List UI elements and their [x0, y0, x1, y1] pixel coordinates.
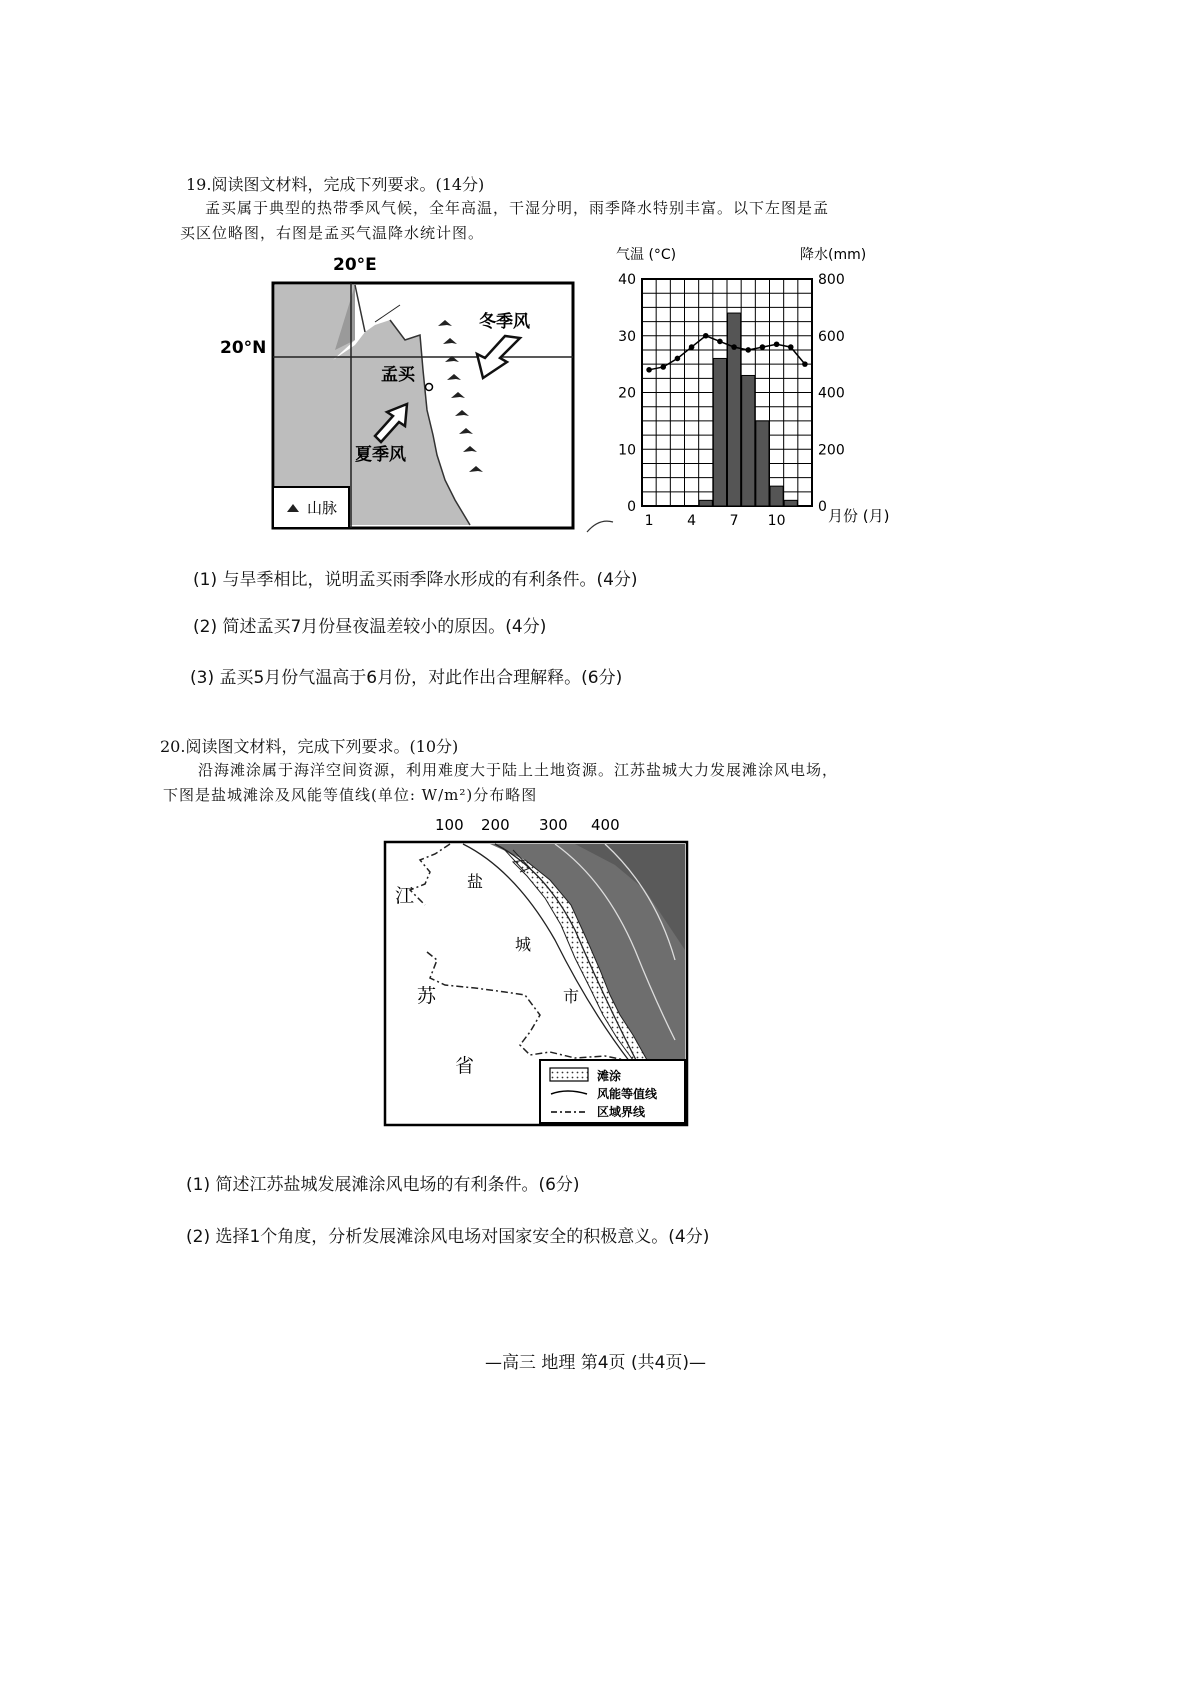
- latitude-label: 20°N: [220, 338, 267, 358]
- isoline-label-200: 200: [481, 816, 510, 834]
- x-tick-label: 1: [644, 513, 654, 529]
- temperature-point: [646, 367, 652, 373]
- temperature-point: [717, 339, 723, 345]
- q20-heading: 20.阅读图文材料，完成下列要求。(10分): [160, 737, 459, 756]
- temperature-point: [774, 341, 780, 347]
- label-shi: 市: [563, 987, 580, 1006]
- label-yan: 盐: [467, 872, 484, 891]
- yancheng-wind-map: [375, 810, 695, 1130]
- x-tick-label: 4: [687, 513, 697, 529]
- label-sheng: 省: [455, 1055, 475, 1077]
- right-axis-ticks: [818, 272, 845, 515]
- left-tick-label: 20: [618, 385, 636, 402]
- precipitation-bar: [713, 358, 726, 506]
- winter-monsoon-label: 冬季风: [479, 312, 530, 332]
- q19-paragraph-line1: 孟买属于典型的热带季风气候，全年高温，干湿分明，雨季降水特别丰富。以下左图是孟: [205, 199, 830, 217]
- q19-sub3: (3) 孟买5月份气温高于6月份，对此作出合理解释。(6分): [190, 668, 623, 688]
- left-tick-label: 30: [618, 328, 636, 345]
- right-tick-label: 600: [818, 328, 845, 345]
- city-mumbai-label: 孟买: [381, 365, 415, 385]
- right-tick-label: 800: [818, 272, 845, 288]
- q20-paragraph-line2: 下图是盐城滩涂及风能等值线(单位: W/m²)分布略图: [163, 786, 538, 804]
- legend-boundary-label: 区域界线: [597, 1105, 646, 1119]
- temperature-point: [760, 344, 766, 350]
- precipitation-bar: [756, 421, 769, 506]
- legend-tidal-swatch: [550, 1068, 588, 1081]
- left-axis-title: 气温 (°C): [616, 247, 677, 263]
- mumbai-location-map: [215, 250, 625, 540]
- q20-sub2: (2) 选择1个角度，分析发展滩涂风电场对国家安全的积极意义。(4分): [186, 1227, 710, 1247]
- left-axis-ticks: [618, 272, 636, 515]
- x-tick-label: 7: [729, 513, 739, 529]
- q20-paragraph-line1: 沿海滩涂属于海洋空间资源，利用难度大于陆上土地资源。江苏盐城大力发展滩涂风电场，: [198, 761, 839, 779]
- right-tick-label: 200: [818, 442, 845, 459]
- isoline-label-100: 100: [435, 816, 464, 834]
- right-axis-title: 降水(mm): [800, 247, 867, 263]
- temperature-point: [660, 364, 666, 370]
- x-axis-ticks: [645, 513, 786, 529]
- label-su: 苏: [417, 985, 437, 1007]
- legend-isoline-label: 风能等值线: [597, 1087, 658, 1101]
- right-tick-label: 0: [818, 499, 827, 515]
- q19-heading: 19.阅读图文材料，完成下列要求。(14分): [186, 175, 485, 194]
- temperature-point: [745, 347, 751, 353]
- temperature-point: [689, 344, 695, 350]
- precipitation-bar: [742, 375, 755, 506]
- page-footer: —高三 地理 第4页 (共4页)—: [484, 1353, 707, 1373]
- x-axis-title: 月份 (月): [828, 507, 890, 525]
- mumbai-climate-chart: [610, 242, 910, 542]
- label-jiang: 江: [395, 885, 415, 907]
- label-cheng: 城: [515, 935, 532, 954]
- precipitation-bar: [699, 500, 712, 506]
- q19-sub1: (1) 与旱季相比，说明孟买雨季降水形成的有利条件。(4分): [193, 570, 638, 590]
- q19-paragraph-line2: 买区位略图，右图是孟买气温降水统计图。: [180, 224, 485, 242]
- x-tick-label: 10: [767, 513, 786, 529]
- legend-mountain-label: 山脉: [307, 499, 338, 517]
- longitude-label: 20°E: [333, 255, 377, 275]
- legend-tidal-label: 滩涂: [597, 1069, 622, 1083]
- isoline-label-300: 300: [539, 816, 568, 834]
- temperature-point: [788, 344, 794, 350]
- left-tick-label: 0: [627, 499, 636, 515]
- precipitation-bar: [784, 500, 797, 506]
- isoline-label-400: 400: [591, 816, 620, 834]
- mumbai-point: [426, 384, 433, 391]
- right-tick-label: 400: [818, 385, 845, 402]
- left-tick-label: 40: [618, 272, 636, 288]
- precipitation-bar: [770, 486, 783, 506]
- left-tick-label: 10: [618, 442, 636, 459]
- precipitation-bar: [728, 313, 741, 506]
- temperature-point: [675, 356, 681, 362]
- temperature-point: [731, 344, 737, 350]
- temperature-point: [703, 333, 709, 339]
- q19-sub2: (2) 简述孟买7月份昼夜温差较小的原因。(4分): [193, 617, 547, 637]
- q20-sub1: (1) 简述江苏盐城发展滩涂风电场的有利条件。(6分): [186, 1175, 580, 1195]
- temperature-point: [802, 361, 808, 367]
- summer-monsoon-label: 夏季风: [355, 445, 406, 465]
